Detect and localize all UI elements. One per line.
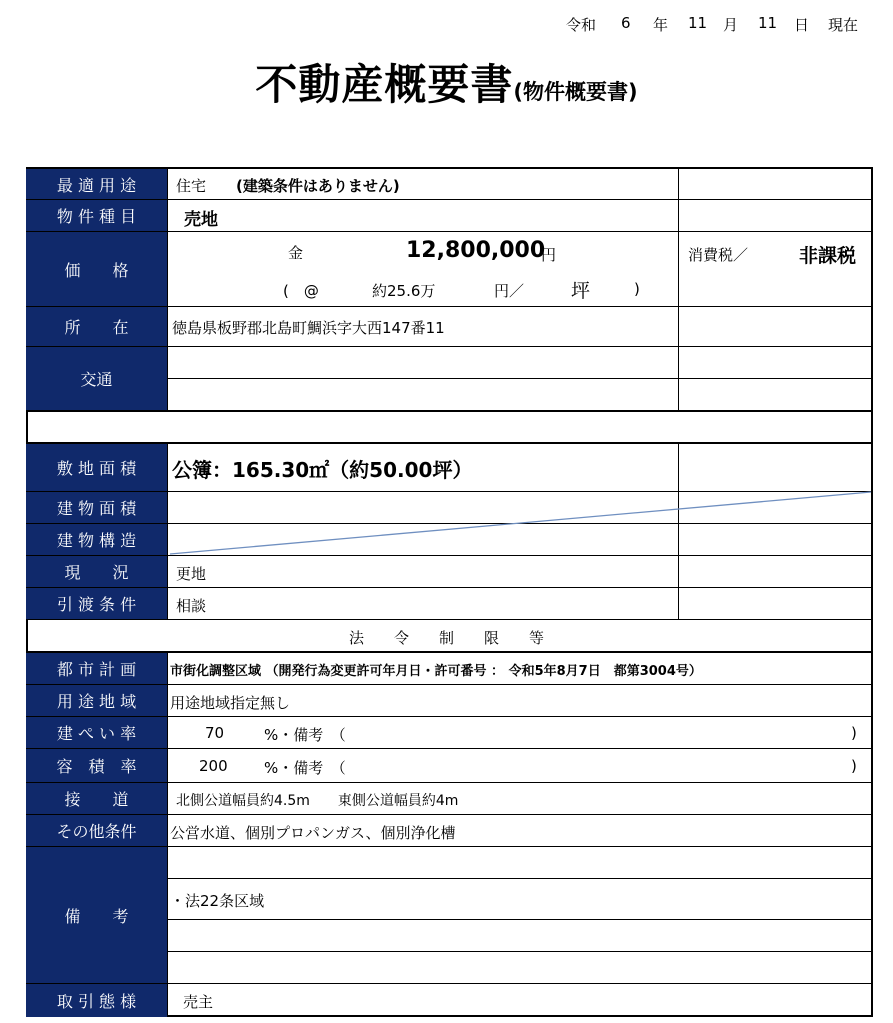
land-area-value: 公簿：165.30㎡（約50.00坪） — [172, 458, 473, 482]
coverage-value: 70 — [205, 724, 225, 742]
title-sub: (物件概要書) — [513, 80, 638, 104]
price-amount: 12,800,000 — [406, 238, 546, 263]
label-property-type: 物 件 種 目 — [26, 200, 167, 231]
regulations-header: 法 令 制 限 等 — [348, 629, 544, 647]
label-delivery: 引 渡 条 件 — [26, 588, 167, 619]
label-structure: 建 物 構 造 — [26, 524, 167, 555]
remarks-value: ・法22条区域 — [170, 892, 265, 910]
tsubo-label: 坪 — [571, 280, 591, 302]
label-location: 所 在 — [26, 307, 167, 346]
zoning-value: 用途地域指定無し — [170, 694, 291, 712]
date-year-unit: 年 — [653, 16, 669, 34]
tsubo-open: ( @ — [283, 282, 319, 300]
far-close: ) — [851, 757, 857, 775]
coverage-suffix: %・備考 （ — [264, 726, 346, 744]
label-transport: 交通 — [26, 347, 167, 410]
label-building-area: 建 物 面 積 — [26, 492, 167, 523]
label-transaction: 取 引 態 様 — [26, 984, 167, 1017]
label-coverage: 建 ぺ い 率 — [26, 717, 167, 748]
condition-value: 更地 — [176, 565, 207, 583]
tsubo-value: 約25.6万 — [372, 282, 436, 300]
date-day: 11 — [758, 14, 778, 32]
date-day-unit: 日 — [794, 16, 810, 34]
label-far: 容 積 率 — [26, 749, 167, 782]
label-road: 接 道 — [26, 783, 167, 814]
tsubo-close: ) — [634, 280, 640, 298]
date-status: 現在 — [828, 16, 859, 34]
tax-value: 非課税 — [799, 245, 857, 267]
price-prefix: 金 — [288, 244, 304, 262]
property-type-value: 売地 — [184, 210, 218, 230]
tsubo-unit: 円／ — [494, 282, 525, 300]
other-value: 公営水道、個別プロパンガス、個別浄化槽 — [170, 824, 456, 842]
date-month-unit: 月 — [723, 16, 739, 34]
delivery-value: 相談 — [176, 597, 207, 615]
road-value: 北側公道幅員約4.5m 東側公道幅員約4m — [176, 793, 459, 809]
label-other: その他条件 — [26, 815, 167, 846]
location-value: 徳島県板野郡北島町鯛浜字大西147番11 — [172, 319, 445, 337]
date-year: 6 — [621, 14, 631, 32]
transaction-value: 売主 — [183, 993, 214, 1011]
title-main: 不動産概要書 — [255, 60, 514, 109]
city-planning-value: 市街化調整区域 （開発行為変更許可年月日・許可番号 ： 令和5年8月7日 都第3004号） — [170, 664, 702, 679]
label-best-use: 最 適 用 途 — [26, 169, 167, 199]
best-use-note: (建築条件はありません) — [236, 177, 400, 195]
far-suffix: %・備考 （ — [264, 759, 346, 777]
coverage-close: ) — [851, 724, 857, 742]
price-unit: 円 — [541, 246, 557, 264]
label-land-area: 敷 地 面 積 — [26, 444, 167, 491]
label-condition: 現 況 — [26, 556, 167, 587]
tax-label: 消費税／ — [688, 246, 749, 264]
far-value: 200 — [199, 757, 228, 775]
best-use-value: 住宅 — [176, 177, 207, 195]
label-zoning: 用 途 地 域 — [26, 685, 167, 716]
label-remarks: 備 考 — [26, 847, 167, 983]
diagonal-line — [170, 492, 871, 554]
date-month: 11 — [688, 14, 708, 32]
label-price: 価 格 — [26, 232, 167, 306]
date-era: 令和 — [566, 16, 597, 34]
label-city-planning: 都 市 計 画 — [26, 653, 167, 684]
